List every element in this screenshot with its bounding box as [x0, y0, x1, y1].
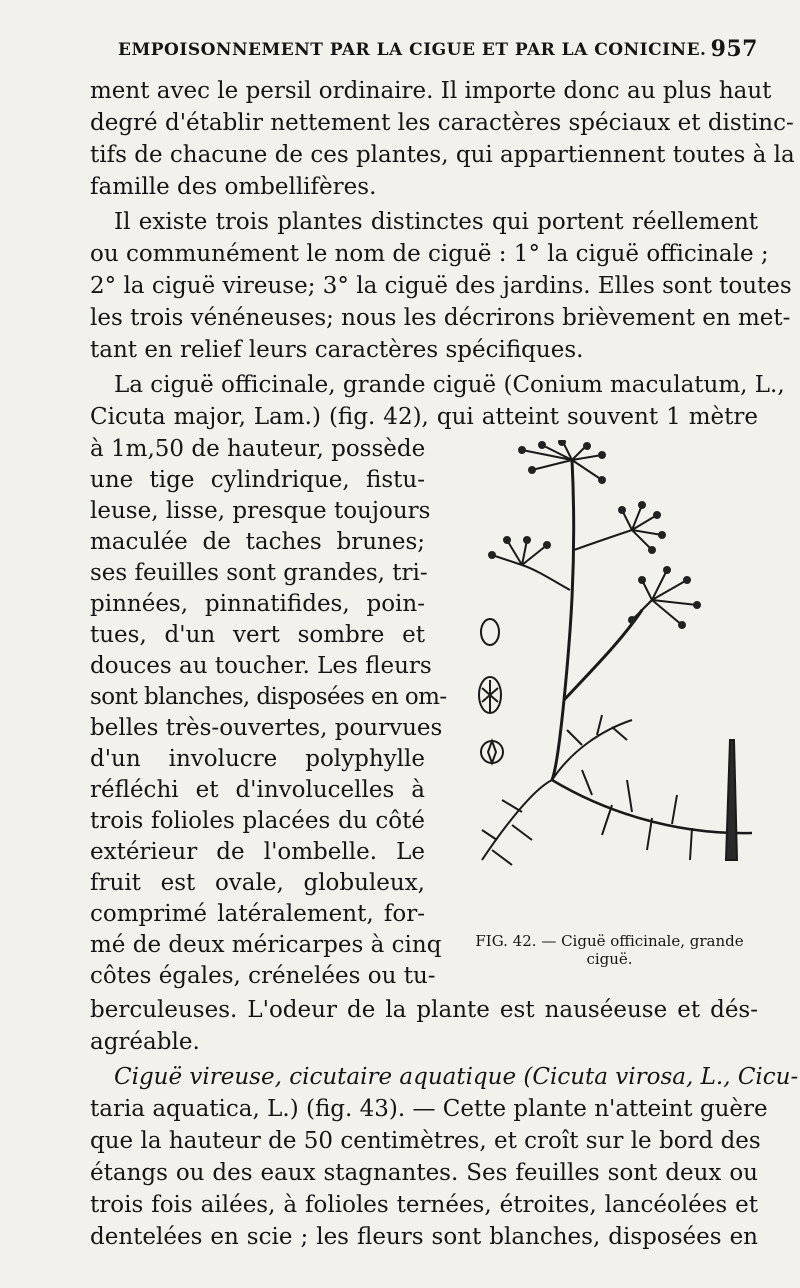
text-line: fruit est ovale, globuleux,	[90, 870, 425, 896]
text-line: réfléchi et d'involucelles à	[90, 777, 425, 803]
text-line: d'un involucre polyphylle	[90, 746, 425, 772]
text-line: trois fois ailées, à folioles ternées, étroites, lancéolées et	[90, 1192, 758, 1218]
text-line-italic-mixed: Ciguë vireuse, cicutaire aquatique (Cicuta virosa, L., Cicu-	[114, 1064, 799, 1090]
hemlock-illustration	[452, 440, 758, 930]
figure-caption-text: — Ciguë officinale, grande ciguë.	[541, 932, 744, 968]
text-line-italic-mixed: Cicuta major, Lam.) (fig. 42), qui atteint souvent 1 mètre	[90, 404, 758, 430]
text-line: 2° la ciguë vireuse; 3° la ciguë des jardins. Elles sont toutes	[90, 273, 792, 299]
figure-caption	[452, 932, 767, 968]
running-head	[118, 36, 758, 66]
running-head-title: EMPOISONNEMENT PAR LA CIGUE ET PAR LA CONICINE.	[118, 40, 707, 60]
text-line: douces au toucher. Les fleurs	[90, 653, 432, 679]
text-line: côtes égales, crénelées ou tu-	[90, 963, 436, 989]
text-line-italic-mixed: La ciguë officinale, grande ciguë (Conium maculatum, L.,	[114, 372, 785, 398]
text-line-italic-mixed: taria aquatica, L.) (fig. 43). — Cette plante n'atteint guère	[90, 1096, 768, 1122]
text-line: leuse, lisse, presque toujours	[90, 498, 431, 524]
text-line: maculée de taches brunes;	[90, 529, 425, 555]
text-line: à 1m,50 de hauteur, possède	[90, 436, 426, 462]
text-line: ment avec le persil ordinaire. Il importe donc au plus haut	[90, 78, 772, 104]
text-line: dentelées en scie ; les fleurs sont blanches, disposées en	[90, 1224, 758, 1250]
figure-label: FIG. 42.	[475, 932, 537, 950]
text-line: famille des ombellifères.	[90, 174, 377, 200]
hemlock-engraving	[452, 440, 758, 930]
text-line: pinnées, pinnatifides, poin-	[90, 591, 425, 617]
text-line: Il existe trois plantes distinctes qui portent réellement	[114, 209, 758, 235]
text-line: ses feuilles sont grandes, tri-	[90, 560, 428, 586]
page-number: 957	[710, 36, 758, 62]
text-line: étangs ou des eaux stagnantes. Ses feuilles sont deux ou	[90, 1160, 758, 1186]
text-line: une tige cylindrique, fistu-	[90, 467, 425, 493]
text-line: tues, d'un vert sombre et	[90, 622, 425, 648]
text-line: que la hauteur de 50 centimètres, et croît sur le bord des	[90, 1128, 761, 1154]
text-line: les trois vénéneuses; nous les décrirons brièvement en met-	[90, 305, 791, 331]
text-line: berculeuses. L'odeur de la plante est nauséeuse et dés-	[90, 997, 758, 1023]
text-line: extérieur de l'ombelle. Le	[90, 839, 425, 865]
text-line: ou communément le nom de ciguë : 1° la ciguë officinale ;	[90, 241, 769, 267]
text-line: trois folioles placées du côté	[90, 808, 425, 834]
text-line: degré d'établir nettement les caractères spéciaux et distinc-	[90, 110, 794, 136]
text-line: agréable.	[90, 1029, 200, 1055]
text-line: comprimé latéralement, for-	[90, 901, 425, 927]
text-line: tifs de chacune de ces plantes, qui appartiennent toutes à la	[90, 142, 795, 168]
text-line: mé de deux méricarpes à cinq	[90, 932, 442, 958]
text-line: belles très-ouvertes, pourvues	[90, 715, 443, 741]
text-line: sont blanches, disposées en om-	[90, 684, 447, 710]
text-line: tant en relief leurs caractères spécifiques.	[90, 337, 584, 363]
